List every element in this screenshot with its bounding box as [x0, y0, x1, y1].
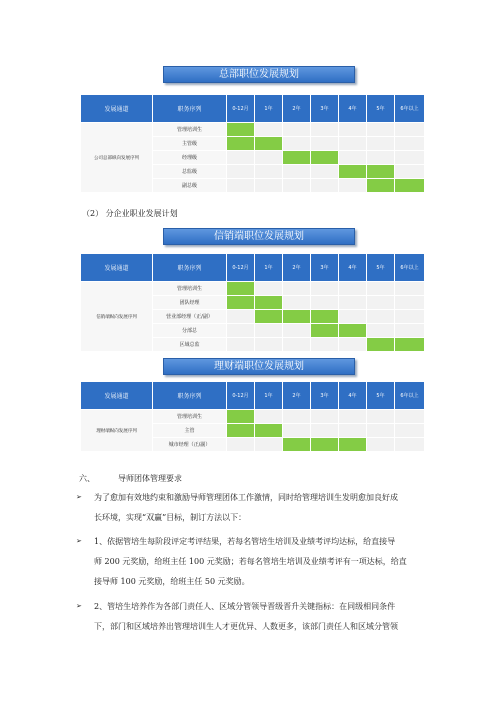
header-cell: 发展通道: [81, 95, 153, 123]
plan-table-credit-sales: [80, 253, 425, 352]
timeline-cell-active: [311, 324, 339, 338]
timeline-cell-active: [367, 179, 395, 193]
timeline-cell: [367, 438, 395, 452]
channel-label: 公司总部纵向发展序列: [81, 123, 153, 193]
timeline-cell-active: [283, 438, 311, 452]
timeline-cell-active: [227, 410, 255, 424]
header-cell: 发展通道: [81, 382, 153, 410]
timeline-cell: [339, 123, 367, 137]
header-cell: 1年: [255, 254, 283, 282]
timeline-cell: [339, 137, 367, 151]
timeline-cell: [227, 165, 255, 179]
paragraph-1-line-1: 为了愈加有效地约束和激励导师管理团体工作激情，同时给管理培训生发明愈加良好成: [94, 493, 398, 502]
timeline-cell: [283, 282, 311, 296]
paragraph-2-line-1: 1、依据管培生每阶段评定考评结果，若每名管培生培训及业绩考评均达标，给直接导: [94, 537, 396, 546]
bullet-arrow-icon: ➢: [76, 602, 82, 610]
timeline-cell: [283, 424, 311, 438]
timeline-cell: [227, 324, 255, 338]
timeline-cell: [339, 338, 367, 352]
header-cell: 5年: [367, 382, 395, 410]
timeline-cell: [339, 410, 367, 424]
timeline-cell: [367, 310, 395, 324]
timeline-cell: [283, 123, 311, 137]
timeline-cell-active: [255, 296, 283, 310]
timeline-cell: [255, 324, 283, 338]
header-cell: 4年: [339, 382, 367, 410]
timeline-cell-active: [367, 165, 395, 179]
timeline-cell: [311, 123, 339, 137]
timeline-cell: [395, 282, 425, 296]
timeline-cell: [227, 179, 255, 193]
timeline-cell-active: [339, 438, 367, 452]
timeline-cell: [367, 296, 395, 310]
paragraph-2-line-2: 师 200 元奖励，给班主任 100 元奖励；若每名管培生培训及业绩考评有一项达标，给直: [94, 557, 407, 566]
header-cell: 发展通道: [81, 254, 153, 282]
timeline-cell-active: [395, 338, 425, 352]
channel-label: 理财端纵向发展序列: [81, 410, 153, 452]
job-title-cell: 团队经理: [153, 296, 227, 310]
bullet-arrow-icon: ➢: [76, 537, 82, 545]
timeline-cell-active: [311, 151, 339, 165]
timeline-cell: [283, 165, 311, 179]
timeline-cell: [255, 165, 283, 179]
job-title-cell: 管理培训生: [153, 282, 227, 296]
timeline-cell: [395, 151, 425, 165]
header-cell: 6年以上: [395, 382, 425, 410]
table-row: [81, 123, 425, 137]
header-cell: 5年: [367, 95, 395, 123]
timeline-cell-active: [227, 424, 255, 438]
paragraph-3-line-1: 2、管培生培养作为各部门责任人、区域分管领导晋级晋升关键指标：在同级相同条件: [94, 602, 396, 611]
timeline-cell: [255, 410, 283, 424]
timeline-cell: [339, 151, 367, 165]
job-title-cell: 管理培训生: [153, 410, 227, 424]
timeline-cell-active: [283, 151, 311, 165]
timeline-cell: [395, 424, 425, 438]
timeline-cell: [311, 296, 339, 310]
timeline-cell-active: [227, 123, 255, 137]
paragraph-2-line-3: 接导师 100 元奖励，给班主任 50 元奖励。: [94, 577, 250, 586]
job-title-cell: 分部总: [153, 324, 227, 338]
timeline-cell-active: [395, 179, 425, 193]
timeline-cell-active: [339, 165, 367, 179]
header-cell: 3年: [311, 254, 339, 282]
table-row: [81, 282, 425, 296]
timeline-cell: [255, 123, 283, 137]
timeline-cell: [339, 424, 367, 438]
timeline-cell: [395, 137, 425, 151]
header-cell: 2年: [283, 254, 311, 282]
job-title-cell: 主管级: [153, 137, 227, 151]
header-cell: 职务序列: [153, 95, 227, 123]
timeline-cell: [283, 324, 311, 338]
header-cell: 4年: [339, 95, 367, 123]
job-title-cell: 副总级: [153, 179, 227, 193]
header-cell: 2年: [283, 382, 311, 410]
timeline-cell: [255, 179, 283, 193]
banner-credit-sales: 信销端职位发展规划: [163, 228, 355, 245]
header-cell: 6年以上: [395, 95, 425, 123]
job-title-cell: 总监级: [153, 165, 227, 179]
banner-wealth-management: 理财端职位发展规划: [163, 358, 355, 375]
timeline-cell: [311, 410, 339, 424]
timeline-cell: [395, 324, 425, 338]
timeline-cell: [311, 424, 339, 438]
timeline-cell: [255, 282, 283, 296]
section-title: 导师团体管理要求: [118, 474, 182, 483]
timeline-cell: [311, 338, 339, 352]
timeline-cell: [311, 282, 339, 296]
job-title-cell: 营业部经理（正/副）: [153, 310, 227, 324]
header-cell: 1年: [255, 95, 283, 123]
timeline-cell: [283, 179, 311, 193]
timeline-cell: [227, 438, 255, 452]
job-title-cell: 经理级: [153, 151, 227, 165]
timeline-cell-active: [339, 324, 367, 338]
timeline-cell-active: [227, 137, 255, 151]
job-title-cell: 主管: [153, 424, 227, 438]
header-cell: 3年: [311, 382, 339, 410]
timeline-cell: [367, 137, 395, 151]
header-cell: 1年: [255, 382, 283, 410]
timeline-cell: [283, 296, 311, 310]
job-title-cell: 区域总监: [153, 338, 227, 352]
timeline-cell-active: [227, 296, 255, 310]
header-cell: 0-12月: [227, 382, 255, 410]
header-cell: 职务序列: [153, 382, 227, 410]
timeline-cell: [311, 179, 339, 193]
channel-label: 信销端纵向发展序列: [81, 282, 153, 352]
timeline-cell: [395, 438, 425, 452]
timeline-cell: [339, 296, 367, 310]
timeline-cell-active: [255, 137, 283, 151]
header-cell: 3年: [311, 95, 339, 123]
timeline-cell: [395, 165, 425, 179]
plan-table-wealth-management: [80, 381, 425, 452]
timeline-cell: [339, 310, 367, 324]
timeline-cell: [255, 151, 283, 165]
timeline-cell-active: [283, 310, 311, 324]
section-number: 六、: [79, 474, 95, 483]
timeline-cell-active: [227, 282, 255, 296]
timeline-cell: [255, 338, 283, 352]
header-cell: 0-12月: [227, 254, 255, 282]
timeline-cell-active: [255, 310, 283, 324]
timeline-cell-active: [311, 310, 339, 324]
paragraph-1-line-2: 长环境，实现“双赢”目标，制订方法以下：: [94, 513, 247, 522]
header-cell: 职务序列: [153, 254, 227, 282]
timeline-cell: [367, 151, 395, 165]
timeline-cell: [283, 338, 311, 352]
timeline-cell: [255, 438, 283, 452]
timeline-cell: [395, 310, 425, 324]
bullet-arrow-icon: ➢: [76, 493, 82, 501]
plan-table-headquarters: [80, 94, 425, 193]
table-row: [81, 410, 425, 424]
header-cell: 6年以上: [395, 254, 425, 282]
timeline-cell-active: [367, 338, 395, 352]
timeline-cell: [339, 179, 367, 193]
timeline-cell: [311, 165, 339, 179]
subheading-branch-plan: （2） 分企业职业发展计划: [82, 209, 178, 218]
job-title-cell: 城市经理（正/副）: [153, 438, 227, 452]
banner-headquarters: 总部职位发展规划: [163, 66, 355, 83]
timeline-cell: [367, 123, 395, 137]
timeline-cell: [227, 151, 255, 165]
timeline-cell: [395, 296, 425, 310]
timeline-cell: [367, 282, 395, 296]
job-title-cell: 管理培训生: [153, 123, 227, 137]
header-cell: 2年: [283, 95, 311, 123]
timeline-cell: [283, 137, 311, 151]
timeline-cell: [395, 123, 425, 137]
header-cell: 4年: [339, 254, 367, 282]
timeline-cell: [367, 410, 395, 424]
timeline-cell: [283, 410, 311, 424]
timeline-cell: [339, 282, 367, 296]
timeline-cell-active: [311, 438, 339, 452]
timeline-cell: [395, 410, 425, 424]
timeline-cell: [227, 310, 255, 324]
timeline-cell-active: [255, 424, 283, 438]
timeline-cell: [367, 424, 395, 438]
timeline-cell: [311, 137, 339, 151]
timeline-cell: [227, 338, 255, 352]
header-cell: 5年: [367, 254, 395, 282]
paragraph-3-line-2: 下，部门和区域培养出管理培训生人才更优异、人数更多，该部门责任人和区域分管领: [94, 622, 398, 631]
header-cell: 0-12月: [227, 95, 255, 123]
timeline-cell: [367, 324, 395, 338]
